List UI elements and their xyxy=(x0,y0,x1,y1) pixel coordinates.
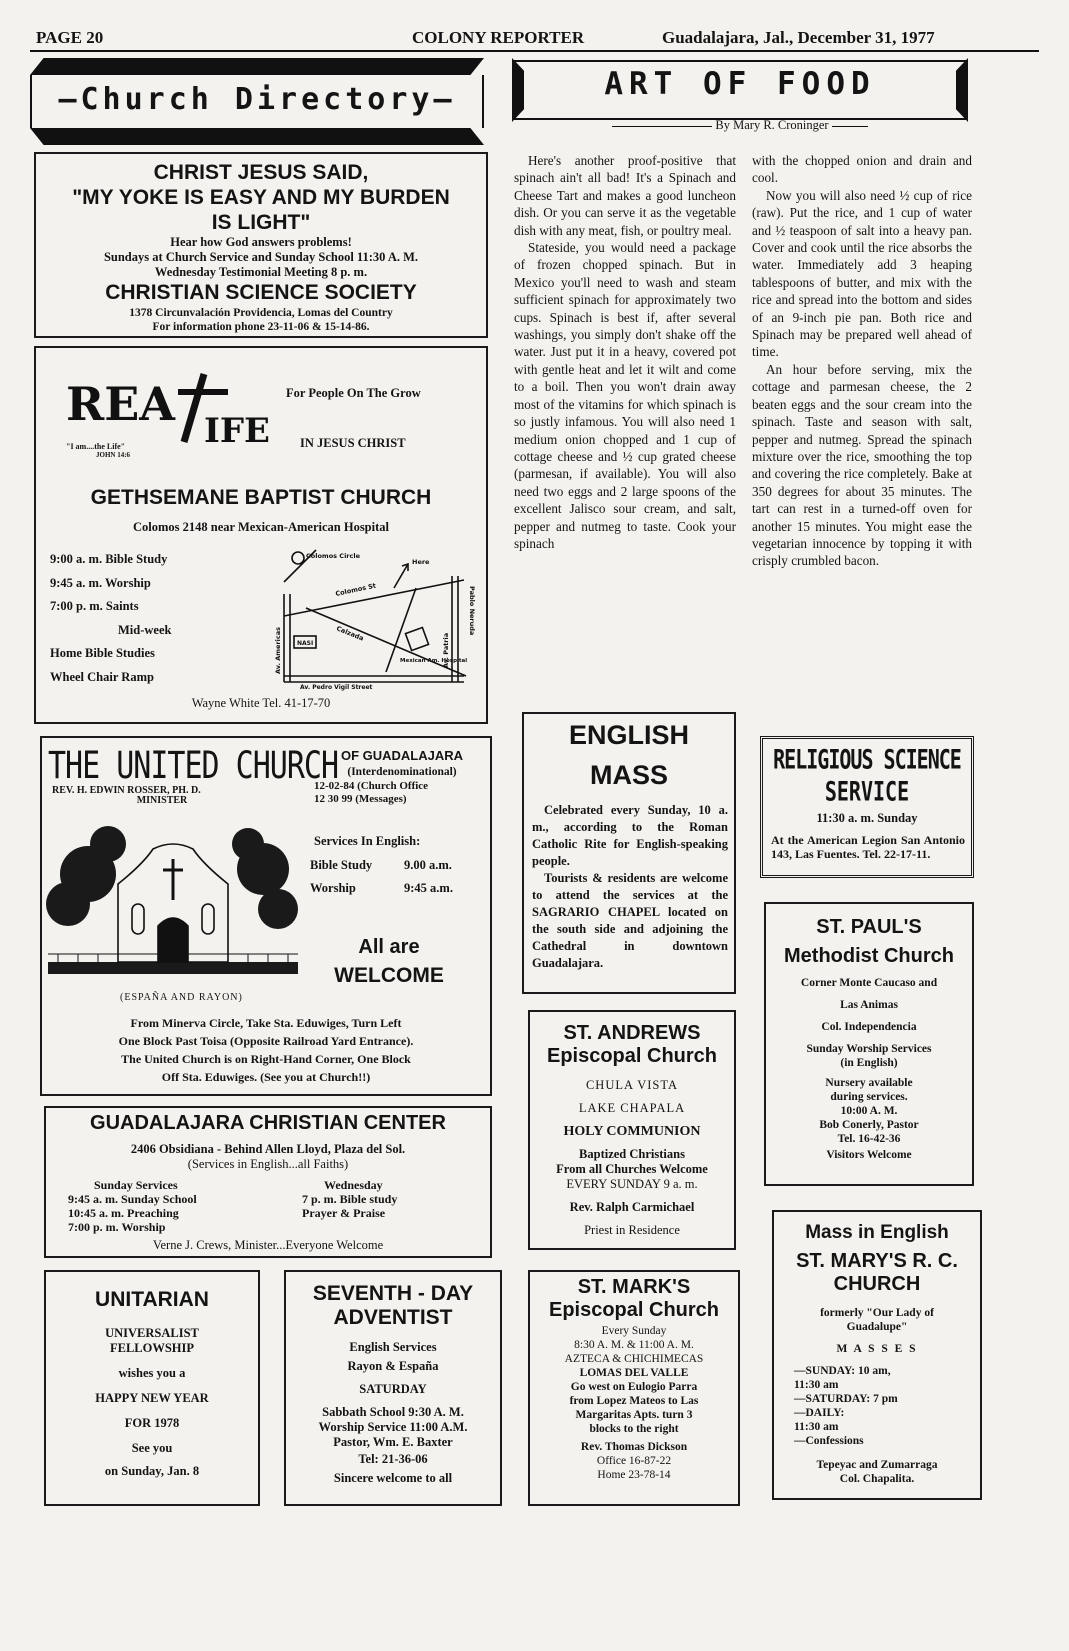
adventist-l8: Sincere welcome to all xyxy=(333,1471,453,1485)
cs-phone: For information phone 23-11-06 & 15-14-86. xyxy=(152,321,370,333)
gcc-sun-2: 10:45 a. m. Preaching xyxy=(68,1206,179,1220)
religious-science-ad xyxy=(760,736,974,878)
religious-science-location: At the American Legion San Antonio 143, Las Fuentes. Tel. 22-17-11. xyxy=(771,833,965,861)
adventist-l7: Tel: 21-36-06 xyxy=(358,1452,428,1466)
united-minister: REV. H. EDWIN ROSSER, PH. D. xyxy=(52,785,201,796)
united-worship-time: 9:45 a.m. xyxy=(404,881,453,895)
gcc-wednesday-block xyxy=(302,1178,397,1220)
banner-bottom-bar xyxy=(30,128,484,145)
banner-left-edge xyxy=(30,75,32,128)
gethsemane-schedule xyxy=(50,548,171,689)
religious-science-time: 11:30 a. m. Sunday xyxy=(816,811,918,825)
map-label-calzada: Calzada xyxy=(335,624,365,643)
st-marks-l9: Rev. Thomas Dickson xyxy=(580,1441,688,1453)
gethsemane-contact: Wayne White Tel. 41-17-70 xyxy=(191,696,331,710)
unitarian-title: UNITARIAN xyxy=(95,1288,209,1311)
christian-science-ad xyxy=(34,152,488,338)
english-mass-body-2: Tourists & residents are welcome to attend the services at the SAGRARIO CHAPEL located on the south side and adjoining the Cathedral in downtown Guadalajara. xyxy=(532,871,728,970)
unitarian-l1: UNIVERSALIST xyxy=(105,1326,199,1340)
united-title: THE UNITED CHURCH xyxy=(48,744,339,788)
religious-science-title: RELIGIOUS SCIENCE xyxy=(773,743,961,776)
st-pauls-l8: 10:00 A. M. xyxy=(840,1105,898,1117)
st-marys-l1: formerly "Our Lady of xyxy=(820,1307,934,1319)
st-marys-church: CHURCH xyxy=(833,1273,921,1295)
st-pauls-l5: (in English) xyxy=(840,1057,898,1069)
st-marks-l1: Every Sunday xyxy=(601,1325,667,1337)
masthead-rule xyxy=(30,50,1039,52)
st-marks-l2: 8:30 A. M. & 11:00 A. M. xyxy=(574,1339,694,1351)
map-label-nasi: NASI xyxy=(297,640,314,647)
article-col2-p2: Now you will also need ½ cup of rice (raw). Put the rice, and 1 cup of water and ½ teaspoon of salt into a heavy pan. Cover and cook until the rice absorbs the water. Immediately add 3 heaping tablespoons of butter, and mix with the rice and spread into the bottom and sides of an 9-inch pie pan. Both rice and Spinach may be prepared well ahead of time. xyxy=(752,187,972,360)
united-dir-2: One Block Past Toisa (Opposite Railroad Yard Entrance). xyxy=(118,1034,414,1048)
st-pauls-l3: Col. Independencia xyxy=(821,1021,917,1033)
location-map xyxy=(274,546,476,691)
adventist-l4: Sabbath School 9:30 A. M. xyxy=(322,1405,464,1419)
banner-top-bar xyxy=(30,58,484,75)
st-andrews-l6: EVERY SUNDAY 9 a. m. xyxy=(566,1177,698,1191)
unitarian-ad xyxy=(44,1270,260,1506)
church-directory-banner xyxy=(30,58,484,148)
sched-bible-study: 9:00 a. m. Bible Study xyxy=(50,552,168,566)
st-marys-l10: Tepeyac and Zumarraga xyxy=(816,1459,938,1471)
article-col1-p2: Stateside, you would need a package of frozen chopped spinach. But in Mexico you'll need to wash and steam sufficient spinach for approximately two cups. Spinach is best if, after several washings, you simply don't shake off the water. Just put it in a heavy, covered pot with gentle heat and let it wilt and come to a boil. Then you won't drain away most of the vitamins for which spinach is so justly infamous. You will also need 1 medium onion chopped and 1 cup of cottage cheese and ½ cup grated cheese (parmesan, if available). You will also need two eggs and 2 large spoons of the excellent Jalisco sour cream, and salt, pepper and nutmeg to taste. Cook your spinach xyxy=(514,240,736,551)
united-dir-1: From Minerva Circle, Take Sta. Eduwiges, Turn Left xyxy=(130,1016,402,1030)
st-pauls-subtitle: Methodist Church xyxy=(784,945,954,967)
st-andrews-l2: LAKE CHAPALA xyxy=(578,1101,686,1115)
english-mass-body xyxy=(532,802,728,972)
gcc-services-note: (Services in English...all Faiths) xyxy=(187,1157,349,1171)
adventist-l1: English Services xyxy=(349,1340,437,1354)
church-illustration-graphic xyxy=(48,814,298,979)
newspaper-name: COLONY REPORTER xyxy=(412,28,585,47)
sched-midweek: Mid-week xyxy=(118,622,172,637)
cs-line6: Wednesday Testimonial Meeting 8 p. m. xyxy=(154,265,368,279)
gcc-wed-header: Wednesday xyxy=(324,1178,383,1192)
article-col2-p1: with the chopped onion and drain and cool. xyxy=(752,153,972,186)
cs-line5: Sundays at Church Service and Sunday School 11:30 A. M. xyxy=(103,250,419,264)
banner-right-edge xyxy=(482,75,484,128)
st-marks-l4: LOMAS DEL VALLE xyxy=(579,1367,689,1379)
st-marys-l3: M A S S E S xyxy=(836,1343,918,1355)
st-pauls-l7: during services. xyxy=(830,1091,908,1103)
directory-title: —Church Directory— xyxy=(58,82,456,117)
gcc-address: 2406 Obsidiana - Behind Allen Lloyd, Plaza del Sol. xyxy=(130,1142,406,1156)
st-andrews-title: ST. ANDREWS xyxy=(563,1022,701,1044)
st-andrews-l8: Priest in Residence xyxy=(584,1223,680,1237)
st-marks-l8: blocks to the right xyxy=(589,1423,679,1435)
gethsemane-address: Colomos 2148 near Mexican-American Hospital xyxy=(133,520,389,534)
adventist-l5: Worship Service 11:00 A.M. xyxy=(318,1420,468,1434)
unitarian-l6: See you xyxy=(131,1441,173,1455)
st-marys-l8: 11:30 am xyxy=(794,1421,839,1433)
united-location: (ESPAÑA AND RAYON) xyxy=(120,992,243,1003)
dateline: Guadalajara, Jal., December 31, 1977 xyxy=(662,28,935,47)
united-phone-msg: 12 30 99 (Messages) xyxy=(314,793,407,805)
st-marys-ad xyxy=(772,1210,982,1500)
st-marks-title: ST. MARK'S xyxy=(577,1276,691,1298)
united-inter: (Interdenominational) xyxy=(347,766,457,778)
st-pauls-l4: Sunday Worship Services xyxy=(806,1043,932,1055)
st-andrews-l3: HOLY COMMUNION xyxy=(563,1124,701,1139)
united-bible-time: 9.00 a.m. xyxy=(404,858,452,872)
page-number: PAGE 20 xyxy=(36,28,104,47)
adventist-l6: Pastor, Wm. E. Baxter xyxy=(333,1435,453,1449)
st-andrews-l1: CHULA VISTA xyxy=(585,1078,679,1092)
united-dir-3: The United Church is on Right-Hand Corner, One Block xyxy=(121,1052,411,1066)
st-marys-l9: —Confessions xyxy=(794,1435,864,1447)
byline-rule-left xyxy=(612,126,712,127)
united-minister-2: MINISTER xyxy=(136,795,188,806)
st-marks-l6: from Lopez Mateos to Las xyxy=(569,1395,699,1407)
st-pauls-l6: Nursery available xyxy=(825,1077,913,1089)
article-column-1 xyxy=(514,152,736,552)
sched-wheelchair: Wheel Chair Ramp xyxy=(50,669,154,684)
st-marys-l7: —DAILY: xyxy=(794,1407,845,1419)
st-marks-ad xyxy=(528,1270,740,1506)
st-marys-l4: —SUNDAY: 10 am, xyxy=(794,1365,891,1377)
unitarian-l2: FELLOWSHIP xyxy=(109,1341,195,1355)
map-label-colomos: Colomos St xyxy=(334,581,377,598)
st-marys-l6: —SATURDAY: 7 pm xyxy=(794,1393,898,1405)
united-welcome: WELCOME xyxy=(334,964,444,987)
real-life-logo xyxy=(66,368,270,451)
unitarian-l4: HAPPY NEW YEAR xyxy=(95,1391,209,1405)
cs-line2: "MY YOKE IS EASY AND MY BURDEN xyxy=(72,186,450,209)
religious-science-service: SERVICE xyxy=(824,775,910,808)
adventist-l3: SATURDAY xyxy=(359,1382,427,1396)
map-label-americas: Av. Americas xyxy=(274,627,282,674)
gcc-sunday-block xyxy=(68,1178,197,1234)
united-services-header: Services In English: xyxy=(314,834,421,848)
sched-worship: 9:45 a. m. Worship xyxy=(50,575,151,590)
english-mass-body-1: Celebrated every Sunday, 10 a. m., according to the Roman Catholic Rite for English-speaking people. xyxy=(532,803,728,868)
logo-sub2: JOHN 14:6 xyxy=(96,451,131,459)
st-marks-l5: Go west on Eulogio Parra xyxy=(570,1381,698,1393)
byline-text: By Mary R. Croninger xyxy=(715,118,829,132)
st-pauls-l10: Tel. 16-42-36 xyxy=(837,1133,901,1145)
st-marys-mass-in-english: Mass in English xyxy=(805,1222,949,1243)
gcc-minister: Verne J. Crews, Minister...Everyone Welcome xyxy=(152,1238,384,1252)
gcc-sun-1: 9:45 a. m. Sunday School xyxy=(68,1192,197,1206)
united-directions xyxy=(42,1014,490,1086)
gethsemane-baptist-ad xyxy=(34,346,488,724)
united-all-are: All are xyxy=(358,936,420,958)
english-mass-title-2: MASS xyxy=(589,760,668,790)
adventist-title-1: SEVENTH - DAY xyxy=(312,1282,474,1305)
united-phone-office: 12-02-84 (Church Office xyxy=(314,780,429,792)
st-marys-l11: Col. Chapalita. xyxy=(839,1473,915,1485)
real-life-logo-graphic xyxy=(66,368,270,451)
gcc-name: GUADALAJARA CHRISTIAN CENTER xyxy=(90,1112,446,1134)
st-marys-title: ST. MARY'S R. C. xyxy=(796,1250,958,1272)
st-andrews-subtitle: Episcopal Church xyxy=(546,1045,718,1067)
art-of-food-title: ART OF FOOD xyxy=(604,66,876,102)
art-of-food-header xyxy=(512,58,968,140)
christian-center-ad xyxy=(44,1106,492,1258)
gethsemane-tagline-1: For People On The Grow xyxy=(286,386,421,400)
cs-line3: IS LIGHT" xyxy=(211,211,311,234)
united-of: OF GUADALAJARA xyxy=(340,748,464,763)
gcc-wed-1: 7 p. m. Bible study xyxy=(302,1192,398,1206)
map-label-vigil: Av. Pedro Vigil Street xyxy=(300,684,373,691)
cs-line1: CHRIST JESUS SAID, xyxy=(153,161,369,184)
unitarian-l5: FOR 1978 xyxy=(124,1416,180,1430)
st-pauls-l11: Visitors Welcome xyxy=(826,1149,912,1161)
st-andrews-ad xyxy=(528,1010,736,1250)
map-label-hospital: Mexican Am. Hospital xyxy=(400,658,468,664)
unitarian-l3: wishes you a xyxy=(118,1366,186,1380)
st-pauls-l2: Las Animas xyxy=(840,999,898,1011)
adventist-ad xyxy=(284,1270,502,1506)
st-marys-l2: Guadalupe" xyxy=(846,1321,908,1333)
map-label-circle: Colomos Circle xyxy=(306,552,360,560)
st-andrews-l5: From all Churches Welcome xyxy=(556,1162,708,1176)
adventist-l2: Rayon & España xyxy=(347,1359,439,1373)
gcc-wed-2: Prayer & Praise xyxy=(302,1206,386,1220)
st-marks-l10: Office 16-87-22 xyxy=(596,1455,672,1467)
st-marks-l7: Margaritas Apts. turn 3 xyxy=(575,1409,693,1421)
cs-address: 1378 Circunvalación Providencia, Lomas del Country xyxy=(129,307,393,319)
art-of-food-byline xyxy=(512,118,968,133)
st-pauls-title: ST. PAUL'S xyxy=(816,916,922,938)
cs-line4: Hear how God answers problems! xyxy=(170,235,352,249)
map-label-patria: Av. Patria xyxy=(442,632,450,668)
gethsemane-name: GETHSEMANE BAPTIST CHURCH xyxy=(90,486,432,509)
gcc-sunday-header: Sunday Services xyxy=(94,1178,178,1192)
sched-home-bible: Home Bible Studies xyxy=(50,646,155,660)
st-marys-l5: 11:30 am xyxy=(794,1379,839,1391)
unitarian-l7: on Sunday, Jan. 8 xyxy=(104,1464,200,1478)
sched-saints: 7:00 p. m. Saints xyxy=(50,599,139,613)
church-building-illustration xyxy=(48,814,298,979)
united-church-ad xyxy=(40,736,492,1096)
cs-society-name: CHRISTIAN SCIENCE SOCIETY xyxy=(105,281,417,304)
st-pauls-l1: Corner Monte Caucaso and xyxy=(800,977,938,989)
united-worship-label: Worship xyxy=(310,881,356,895)
adventist-title-2: ADVENTIST xyxy=(333,1306,453,1329)
st-marks-l11: Home 23-78-14 xyxy=(597,1469,671,1481)
logo-sub1: "I am....the Life" xyxy=(66,442,126,451)
byline-rule-right xyxy=(832,126,868,127)
english-mass-title-1: ENGLISH xyxy=(568,720,689,750)
st-pauls-ad xyxy=(764,902,974,1186)
st-marks-subtitle: Episcopal Church xyxy=(548,1299,720,1321)
article-column-2 xyxy=(752,152,972,570)
gcc-sun-3: 7:00 p. m. Worship xyxy=(68,1220,166,1234)
svg-text:IFE: IFE xyxy=(204,411,270,451)
st-marks-l3: AZTECA & CHICHIMECAS xyxy=(564,1353,704,1365)
english-mass-ad xyxy=(522,712,736,994)
st-pauls-l9: Bob Conerly, Pastor xyxy=(819,1119,919,1131)
location-map-graphic xyxy=(274,546,476,691)
map-label-neruda: Pablo Neruda xyxy=(468,586,476,636)
st-andrews-l4: Baptized Christians xyxy=(579,1147,685,1161)
map-label-here: Here xyxy=(412,558,430,566)
article-col1-p1: Here's another proof-positive that spinach ain't all bad! It's a Spinach and Cheese Tart and makes a good luncheon dish. Or you can serve it as the vegetable dish with any meat, fish, or poultry meal. xyxy=(514,153,736,238)
svg-text:REA: REA xyxy=(66,377,175,431)
article-col2-p3: An hour before serving, mix the cottage and parmesan cheese, the 2 beaten eggs and the sour cream into the spinach. Taste and season with salt, pepper and nutmeg. Spread the spinach mixture over the rice, smoothing the top and covering the rice completely. Bake at 350 degrees for about 35 minutes. The tart can rest in a turned-off oven for another 15 minutes. You might ease the vegetarian innocence by topping it with crisply crumbled bacon. xyxy=(752,361,972,569)
st-andrews-l7: Rev. Ralph Carmichael xyxy=(569,1200,695,1214)
gethsemane-tagline-2: IN JESUS CHRIST xyxy=(300,436,406,450)
united-dir-4: Off Sta. Eduwiges. (See you at Church!!) xyxy=(161,1070,371,1084)
united-bible-label: Bible Study xyxy=(310,858,373,872)
